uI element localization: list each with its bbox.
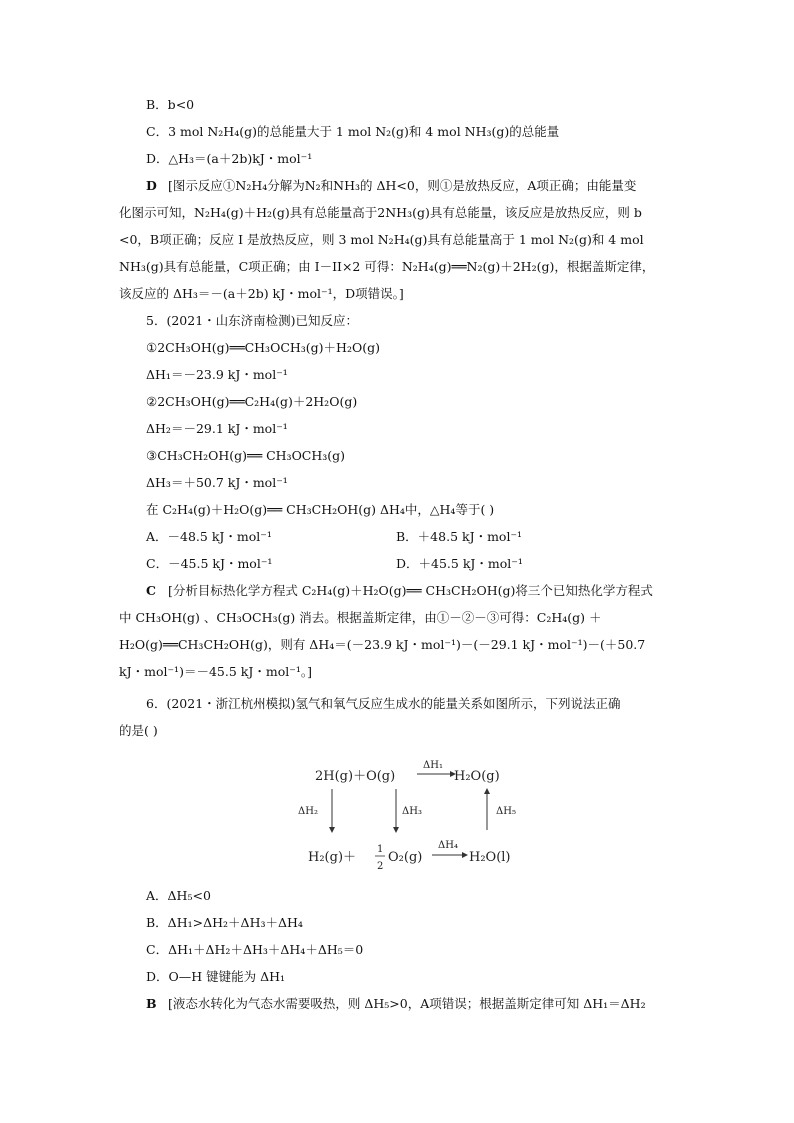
option-b: B．b<0 <box>146 97 195 112</box>
diagram-bottom-right: H₂O(l) <box>469 850 511 865</box>
q5-reaction-3: ③CH₃CH₂OH(g)══ CH₃OCH₃(g) <box>146 448 346 463</box>
diagram-arrowhead-dh5 <box>484 788 490 794</box>
diagram-bottom-o2: O₂(g) <box>388 850 423 865</box>
q5-stem: 5．(2021・山东济南检测)已知反应： <box>146 313 359 328</box>
diagram-bottom-left: H₂(g)＋ <box>308 850 357 865</box>
q6-option-a: A．ΔH₅<0 <box>146 888 211 903</box>
q5-option-c: C．－45.5 kJ・mol⁻¹ <box>146 556 273 571</box>
q6-option-b: B．ΔH₁>ΔH₂＋ΔH₃＋ΔH₄ <box>146 915 303 930</box>
diagram-arrowhead-dh3 <box>393 827 399 833</box>
diagram-top-right: H₂O(g) <box>454 769 500 784</box>
diagram-arrowhead-dh4 <box>462 852 468 858</box>
q5-dh1: ΔH₁＝－23.9 kJ・mol⁻¹ <box>146 367 288 382</box>
q5-explanation-line: kJ・mol⁻¹)＝－45.5 kJ・mol⁻¹。] <box>119 664 312 679</box>
option-d: D．△H₃＝(a＋2b)kJ・mol⁻¹ <box>146 151 313 166</box>
diagram-half-den: 2 <box>377 861 384 872</box>
q6-explanation: [液态水转化为气态水需要吸热，则 ΔH₅>0，A项错误；根据盖斯定律可知 ΔH₁＝ΔH₂ <box>168 996 646 1011</box>
diagram-dh2-label: ΔH₂ <box>298 806 318 817</box>
explanation-line: NH₃(g)具有总能量，C项正确；由 I－II×2 可得：N₂H₄(g)══N₂(g)＋2H₂(g)，根据盖斯定律， <box>119 259 655 274</box>
q6-stem: 6．(2021・浙江杭州模拟)氢气和氧气反应生成水的能量关系如图所示，下列说法正确 <box>146 696 621 711</box>
diagram-dh4-label: ΔH₄ <box>438 840 458 851</box>
diagram-dh5-label: ΔH₅ <box>496 806 516 817</box>
q5-option-b: B．＋48.5 kJ・mol⁻¹ <box>396 529 523 544</box>
q5-option-a: A．－48.5 kJ・mol⁻¹ <box>146 529 272 544</box>
explanation-line: 化图示可知，N₂H₄(g)＋H₂(g)具有总能量高于2NH₃(g)具有总能量，该反应是放热反应，则 b <box>119 205 642 220</box>
q5-option-d: D．＋45.5 kJ・mol⁻¹ <box>396 556 523 571</box>
q5-explanation-line: H₂O(g)══CH₃CH₂OH(g)，则有 ΔH₄＝(－23.9 kJ・mol⁻¹)－(－29.1 kJ・mol⁻¹)－(＋50.7 <box>119 637 646 652</box>
q5-reaction-2: ②2CH₃OH(g)══C₂H₄(g)＋2H₂O(g) <box>146 394 358 409</box>
q6-option-d: D．O—H 键键能为 ΔH₁ <box>146 969 286 984</box>
diagram-top-left: 2H(g)＋O(g) <box>315 769 396 784</box>
q6-option-c: C．ΔH₁＋ΔH₂＋ΔH₃＋ΔH₄＋ΔH₅＝0 <box>146 942 364 957</box>
diagram-arrowhead-dh2 <box>329 827 335 833</box>
diagram-dh1-label: ΔH₁ <box>423 760 443 771</box>
option-c: C．3 mol N₂H₄(g)的总能量大于 1 mol N₂(g)和 4 mol NH₃(g)的总能量 <box>146 124 560 139</box>
q5-dh2: ΔH₂＝－29.1 kJ・mol⁻¹ <box>146 421 288 436</box>
diagram-half-num: 1 <box>377 844 384 855</box>
q5-answer-letter: C <box>146 583 156 598</box>
q6-answer-letter: B <box>146 996 157 1011</box>
q5-explanation-line: 中 CH₃OH(g) 、CH₃OCH₃(g) 消去。根据盖斯定律，由①－②－③可得：C₂H₄(g) ＋ <box>119 610 602 625</box>
q5-dh3: ΔH₃＝＋50.7 kJ・mol⁻¹ <box>146 475 288 490</box>
q5-question: 在 C₂H₄(g)＋H₂O(g)══ CH₃CH₂OH(g) ΔH₄中，△H₄等于( ) <box>146 502 495 517</box>
q5-reaction-1: ①2CH₃OH(g)══CH₃OCH₃(g)＋H₂O(g) <box>146 340 380 355</box>
diagram-dh3-label: ΔH₃ <box>402 806 422 817</box>
q6-stem-cont: 的是( ) <box>119 723 158 738</box>
explanation-line: [图示反应①N₂H₄分解为N₂和NH₃的 ΔH<0，则①是放热反应，A项正确；由能量变 <box>168 178 637 193</box>
q5-explanation-line: [分析目标热化学方程式 C₂H₄(g)＋H₂O(g)══ CH₃CH₂OH(g)将三个已知热化学方程式 <box>168 583 653 598</box>
answer-letter: D <box>146 178 157 193</box>
explanation-line: <0，B项正确；反应 I 是放热反应，则 3 mol N₂H₄(g)具有总能量高于 1 mol N₂(g)和 4 mol <box>119 232 644 247</box>
explanation-line: 该反应的 ΔH₃＝－(a＋2b) kJ・mol⁻¹，D项错误。] <box>119 286 404 301</box>
energy-diagram <box>290 752 550 877</box>
